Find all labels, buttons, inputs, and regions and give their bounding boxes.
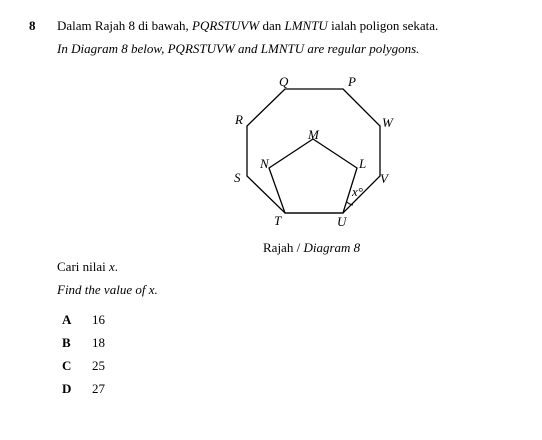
question-text-malay-pre: Dalam Rajah 8 di bawah, (57, 18, 193, 33)
pentagon-lmntu (269, 139, 357, 213)
option-letter: C (62, 358, 72, 373)
question-text-malay-post: ialah poligon sekata. (327, 18, 439, 33)
option-letter: D (62, 381, 72, 396)
option-letter: B (62, 335, 71, 350)
option-b[interactable] (62, 335, 105, 351)
option-value: 18 (92, 335, 105, 350)
option-c[interactable] (62, 358, 105, 374)
question-number: 8 (29, 18, 36, 33)
vertex-label-p: P (348, 74, 356, 89)
polygon-name-pentagon: LMNTU (284, 18, 328, 33)
question-text-english: In Diagram 8 below, PQRSTUVW and LMNTU are regular polygons. (57, 41, 420, 56)
angle-label-x: x° (352, 184, 363, 199)
caption-english: Diagram 8 (303, 240, 361, 255)
vertex-label-t: T (274, 213, 282, 228)
option-letter: A (62, 312, 72, 327)
vertex-label-q: Q (279, 74, 289, 89)
polygon-name-octagon: PQRSTUVW (192, 18, 260, 33)
vertex-label-n: N (260, 156, 269, 171)
caption-malay: Rajah / (263, 240, 304, 255)
prompt-malay-pre: Cari nilai (57, 259, 109, 274)
vertex-label-w: W (382, 115, 393, 130)
diagram-caption (263, 240, 360, 256)
prompt-english: Find the value of x. (57, 282, 158, 297)
vertex-label-u: U (337, 214, 347, 229)
option-a[interactable] (62, 312, 105, 328)
prompt-malay-post: . (114, 259, 119, 274)
vertex-label-s: S (234, 170, 241, 185)
vertex-label-l: L (359, 156, 367, 171)
prompt-malay-var: x (109, 259, 115, 274)
vertex-label-r: R (235, 112, 243, 127)
vertex-label-m: M (308, 127, 319, 142)
option-value: 16 (92, 312, 105, 327)
vertex-label-v: V (380, 171, 388, 186)
option-value: 27 (92, 381, 105, 396)
question-text-malay-mid: dan (259, 18, 285, 33)
option-value: 25 (92, 358, 105, 373)
prompt-malay (57, 259, 118, 275)
option-d[interactable] (62, 381, 105, 397)
